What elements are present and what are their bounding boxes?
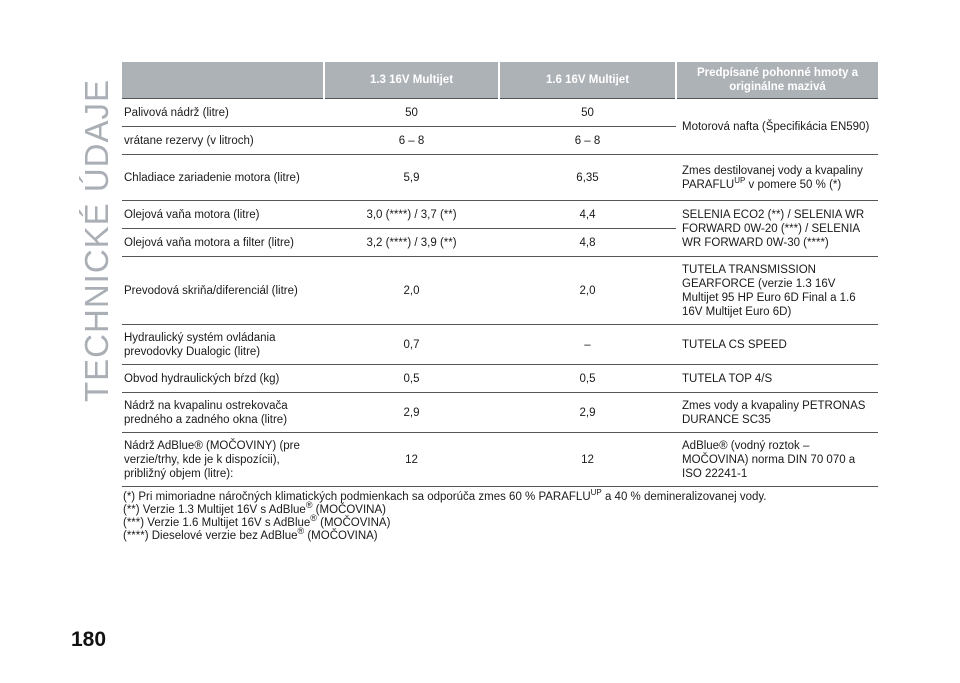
footnote-1-sup: UP — [590, 488, 602, 498]
capacities-table — [122, 62, 878, 487]
fluid-dualogic: TUTELA CS SPEED — [676, 325, 878, 365]
value-1-6: 4,8 — [499, 229, 676, 257]
footnote-1-text-a: (*) Pri mimoriadne náročných klimatických podmienkach sa odporúča zmes 60 % PARAFLU — [123, 491, 591, 503]
table-row — [122, 365, 878, 393]
fluid-washer: Zmes vody a kvapaliny PETRONAS DURANCE SC35 — [676, 393, 878, 433]
value-1-6: 2,0 — [499, 257, 676, 325]
value-1-6: 12 — [499, 433, 676, 487]
value-1-3: 12 — [324, 433, 499, 487]
value-1-3: 6 – 8 — [324, 127, 499, 155]
table-row — [122, 155, 878, 201]
row-label: Olejová vaňa motora a filter (litre) — [122, 229, 324, 257]
row-label: Obvod hydraulických bŕzd (kg) — [122, 365, 324, 393]
value-1-6: 6 – 8 — [499, 127, 676, 155]
footnote-2-text: (**) Verzie 1.3 Multijet 16V s AdBlue — [123, 504, 306, 516]
header-engine-1-6: 1.6 16V Multijet — [499, 62, 676, 99]
footnote-3-text: (***) Verzie 1.6 Multijet 16V s AdBlue — [123, 517, 311, 529]
header-engine-1-3: 1.3 16V Multijet — [324, 62, 499, 99]
table-row — [122, 325, 878, 365]
fluid-adblue: AdBlue® (vodný roztok – MOČOVINA) norma DIN 70 070 a ISO 22241-1 — [676, 433, 878, 487]
registered-mark: ® — [305, 500, 313, 511]
table-row — [122, 433, 878, 487]
footnotes — [123, 488, 883, 543]
page-number: 180 — [71, 628, 107, 651]
fluid-fuel: Motorová nafta (Špecifikácia EN590) — [676, 99, 878, 155]
footnote-3-urea: (MOČOVINA) — [316, 517, 391, 529]
header-empty — [122, 62, 324, 99]
table-row — [122, 257, 878, 325]
coolant-sup: UP — [734, 175, 746, 185]
value-1-3: 3,2 (****) / 3,9 (**) — [324, 229, 499, 257]
value-1-6: 4,4 — [499, 201, 676, 229]
chapter-title: TECHNICKÉ ÚDAJE — [78, 78, 115, 402]
table-header-row — [122, 62, 878, 99]
fluid-oil: SELENIA ECO2 (**) / SELENIA WR FORWARD 0W-20 (***) / SELENIA WR FORWARD 0W-30 (****) — [676, 201, 878, 257]
row-label: Nádrž AdBlue® (MOČOVINY) (pre verzie/trhy, kde je k dispozícii), približný objem (litre): — [122, 433, 324, 487]
registered-mark: ® — [310, 513, 317, 524]
fluid-brakes: TUTELA TOP 4/S — [676, 365, 878, 393]
footnote-1 — [123, 488, 883, 504]
table-row — [122, 99, 878, 127]
row-label: vrátane rezervy (v litroch) — [122, 127, 324, 155]
registered-mark: ® — [297, 526, 305, 537]
footnote-1-text-b: a 40 % demineralizovanej vody. — [601, 491, 767, 503]
value-1-3: 2,0 — [324, 257, 499, 325]
row-label: Nádrž na kvapalinu ostrekovača predného a zadného okna (litre) — [122, 393, 324, 433]
row-label: Hydraulický systém ovládania prevodovky Dualogic (litre) — [122, 325, 324, 365]
footnote-2-urea: (MOČOVINA) — [312, 504, 386, 516]
header-fluids: Predpísané pohonné hmoty a originálne mazivá — [676, 62, 878, 99]
footnote-4-text: (****) Dieselové verzie bez AdBlue — [123, 530, 298, 542]
fluid-gearbox: TUTELA TRANSMISSION GEARFORCE (verzie 1.3 16V Multijet 95 HP Euro 6D Final a 1.6 16V Multijet Euro 6D) — [676, 257, 878, 325]
footnote-2 — [123, 500, 883, 517]
footnote-3 — [123, 513, 883, 530]
value-1-3: 0,5 — [324, 365, 499, 393]
fluid-coolant — [676, 155, 878, 201]
footnote-4 — [123, 526, 883, 543]
coolant-text-a: Zmes destilovanej vody a kvapaliny PARAFLU — [682, 164, 863, 191]
value-1-6: 2,9 — [499, 393, 676, 433]
value-1-6: 50 — [499, 99, 676, 127]
row-label: Prevodová skriňa/diferenciál (litre) — [122, 257, 324, 325]
row-label: Olejová vaňa motora (litre) — [122, 201, 324, 229]
value-1-6: 0,5 — [499, 365, 676, 393]
coolant-text-b: v pomere 50 % (*) — [745, 178, 842, 191]
table-row — [122, 393, 878, 433]
row-label: Chladiace zariadenie motora (litre) — [122, 155, 324, 201]
value-1-3: 2,9 — [324, 393, 499, 433]
row-label: Palivová nádrž (litre) — [122, 99, 324, 127]
value-1-3: 3,0 (****) / 3,7 (**) — [324, 201, 499, 229]
footnote-4-urea: (MOČOVINA) — [304, 530, 378, 542]
value-1-3: 50 — [324, 99, 499, 127]
table-row — [122, 201, 878, 229]
value-1-6: 6,35 — [499, 155, 676, 201]
value-1-3: 5,9 — [324, 155, 499, 201]
value-1-3: 0,7 — [324, 325, 499, 365]
value-1-6: – — [499, 325, 676, 365]
